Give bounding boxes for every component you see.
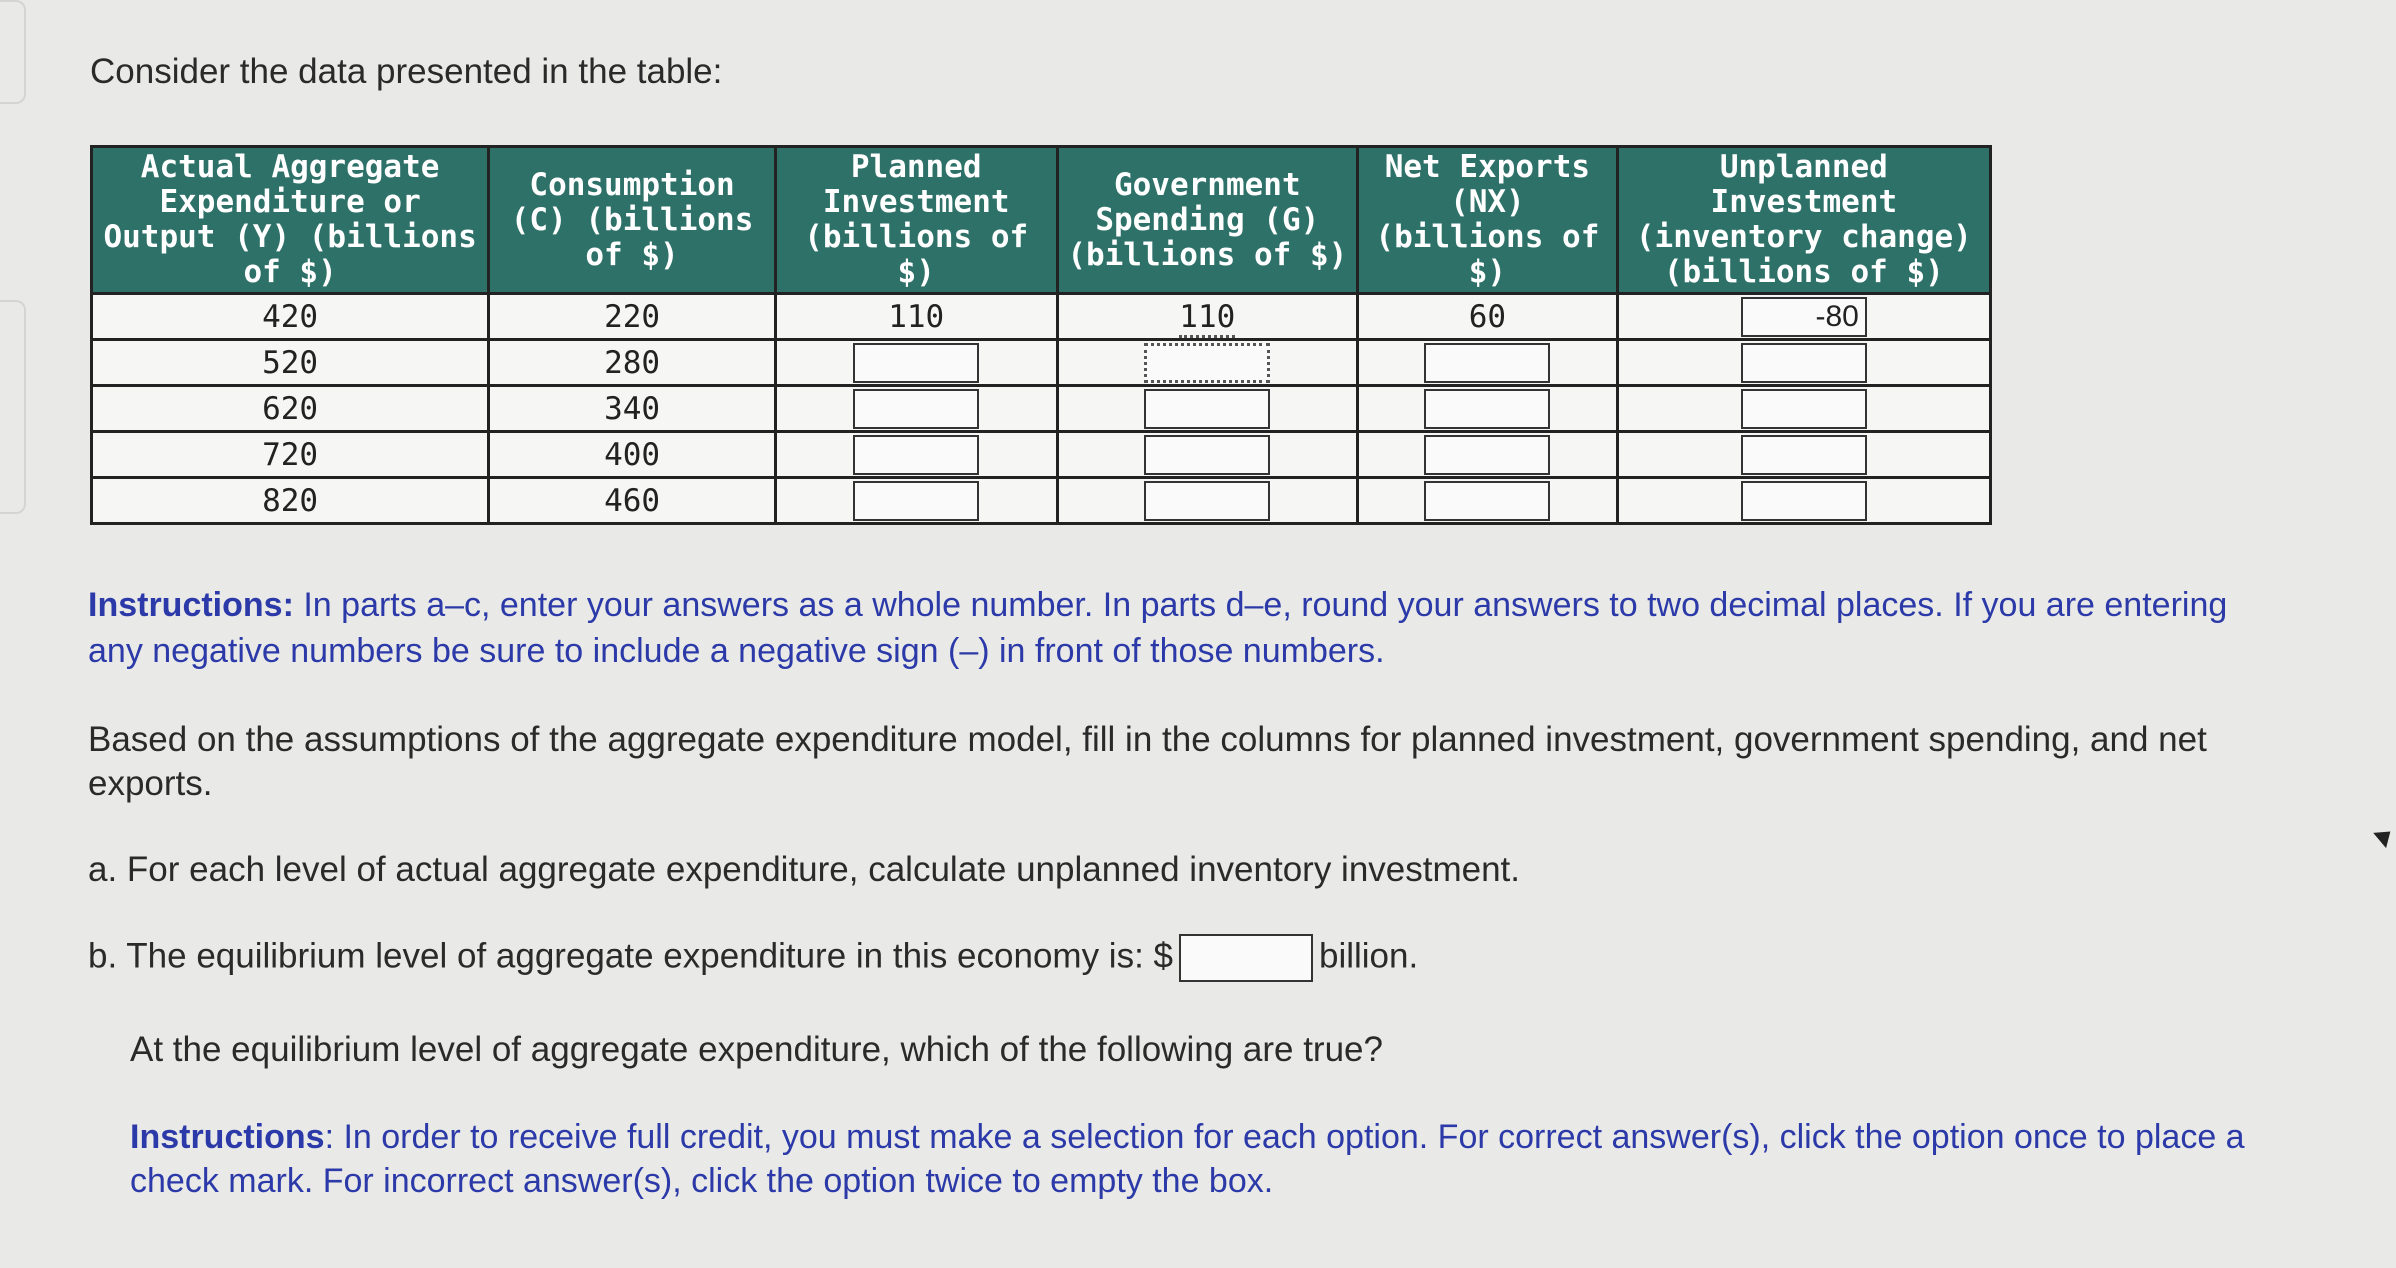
cell-output: 720	[92, 432, 489, 478]
unplanned-input[interactable]	[1741, 481, 1867, 521]
mouse-cursor-icon	[2373, 824, 2396, 848]
gov-spending-value: 110	[1179, 299, 1235, 338]
cell-planned-investment	[775, 386, 1057, 432]
cell-unplanned	[1617, 340, 1990, 386]
part-b-prefix: b. The equilibrium level of aggregate expenditure in this economy is: $	[88, 936, 1173, 976]
cell-planned-investment	[775, 340, 1057, 386]
cell-consumption: 460	[489, 478, 776, 524]
header-government-spending: Government Spending (G) (billions of $)	[1057, 147, 1358, 294]
government-spending-input[interactable]	[1144, 389, 1270, 429]
cell-output: 820	[92, 478, 489, 524]
unplanned-input[interactable]	[1741, 435, 1867, 475]
unplanned-input[interactable]	[1741, 343, 1867, 383]
equilibrium-input[interactable]	[1179, 934, 1313, 982]
cell-output: 420	[92, 294, 489, 340]
cell-planned-investment: 110	[775, 294, 1057, 340]
based-on-text: Based on the assumptions of the aggregate expenditure model, fill in the columns for planned investment, government spending, and net exports.	[88, 720, 2207, 803]
net-exports-input[interactable]	[1424, 389, 1550, 429]
government-spending-input[interactable]	[1144, 435, 1270, 475]
instructions-body: In parts a–c, enter your answers as a whole number. In parts d–e, round your answers to two decimal places. If you are entering any negative numbers be sure to include a negative sign (–) in front of those numbers.	[88, 586, 2228, 670]
table-row	[92, 340, 1991, 386]
cell-consumption: 220	[489, 294, 776, 340]
instructions-body-2: : In order to receive full credit, you must make a selection for each option. For correct answer(s), click the option once to place a check mark. For incorrect answer(s), click the option twice to empty the box.	[130, 1118, 2245, 1200]
cell-net-exports: 60	[1358, 294, 1618, 340]
left-frame-edge	[0, 0, 26, 104]
cell-net-exports	[1358, 432, 1618, 478]
table-header-row	[92, 147, 1991, 294]
planned-investment-input[interactable]	[853, 435, 979, 475]
planned-investment-input[interactable]	[853, 389, 979, 429]
cell-consumption: 280	[489, 340, 776, 386]
table-row	[92, 294, 1991, 340]
cell-output: 520	[92, 340, 489, 386]
instructions-decimal	[88, 582, 2288, 674]
cell-consumption: 400	[489, 432, 776, 478]
government-spending-input[interactable]	[1144, 481, 1270, 521]
cell-net-exports	[1358, 478, 1618, 524]
data-table	[90, 145, 1992, 525]
cell-government-spending	[1057, 432, 1358, 478]
net-exports-input[interactable]	[1424, 481, 1550, 521]
unplanned-input[interactable]: -80	[1741, 297, 1867, 337]
table-row	[92, 386, 1991, 432]
cell-planned-investment	[775, 432, 1057, 478]
cell-planned-investment	[775, 478, 1057, 524]
planned-investment-input[interactable]	[853, 481, 979, 521]
cell-consumption: 340	[489, 386, 776, 432]
part-b-line	[88, 934, 2328, 982]
instructions-label: Instructions:	[88, 586, 294, 624]
question-text: At the equilibrium level of aggregate expenditure, which of the following are true?	[130, 1030, 1383, 1069]
cell-government-spending	[1057, 294, 1358, 340]
instructions-label-2: Instructions	[130, 1118, 325, 1156]
cell-government-spending	[1057, 478, 1358, 524]
header-planned-investment: Planned Investment (billions of $)	[775, 147, 1057, 294]
header-net-exports: Net Exports (NX) (billions of $)	[1358, 147, 1618, 294]
cell-government-spending	[1057, 386, 1358, 432]
net-exports-input[interactable]	[1424, 435, 1550, 475]
net-exports-input[interactable]	[1424, 343, 1550, 383]
cell-net-exports	[1358, 340, 1618, 386]
cell-unplanned	[1617, 478, 1990, 524]
left-frame-edge-lower	[0, 300, 26, 514]
cell-unplanned	[1617, 294, 1990, 340]
cell-net-exports	[1358, 386, 1618, 432]
part-b-suffix: billion.	[1318, 936, 1419, 976]
table-row	[92, 432, 1991, 478]
part-a-text: a. For each level of actual aggregate expenditure, calculate unplanned inventory investment.	[88, 850, 1521, 889]
cell-unplanned	[1617, 386, 1990, 432]
planned-investment-input[interactable]	[853, 343, 979, 383]
header-consumption: Consumption (C) (billions of $)	[489, 147, 776, 294]
cell-government-spending	[1057, 340, 1358, 386]
table-row	[92, 478, 1991, 524]
instructions-selection	[130, 1115, 2330, 1203]
cell-unplanned	[1617, 432, 1990, 478]
intro-text: Consider the data presented in the table:	[90, 52, 723, 91]
government-spending-input[interactable]	[1144, 343, 1270, 383]
unplanned-input[interactable]	[1741, 389, 1867, 429]
header-unplanned-investment: Unplanned Investment (inventory change) (billions of $)	[1617, 147, 1990, 294]
cell-output: 620	[92, 386, 489, 432]
header-actual-aggregate: Actual Aggregate Expenditure or Output (Y) (billions of $)	[92, 147, 489, 294]
